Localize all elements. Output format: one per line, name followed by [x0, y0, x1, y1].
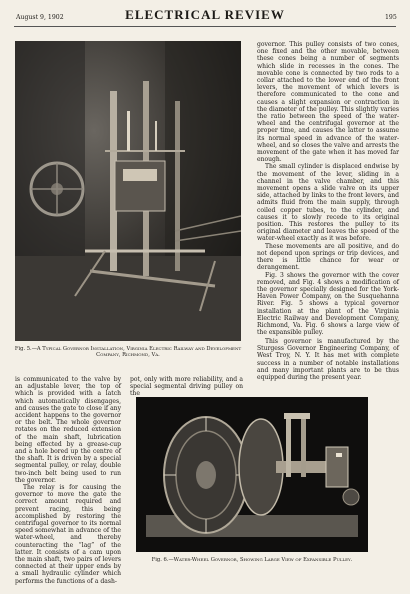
journal-title: ELECTRICAL REVIEW: [125, 7, 285, 22]
article-text-right-column: [257, 41, 399, 336]
paragraph: pot, only with more reliability, and a special segmental driving pulley on the: [130, 376, 243, 398]
paragraph: is communicated to the valve by an adjustable lever, the top of which is provided with a latch which automatically disengages, and causes the gate to close if any accident happens to the governor or the belt. The whole governor rotates on the reduced extension of the main shaft, lubrication being effected by a grease-cup and a hole bored up the centre of the shaft. It is driven by a special segmental pulley, or relay, double two-inch belt being used to run the governor.: [15, 376, 121, 484]
issue-date: August 9, 1902: [16, 14, 64, 21]
governor-installation-illustration: [15, 41, 241, 341]
paragraph: The relay is for causing the governor to move the gate the correct amount required and prevent racing, this being accomplished by restoring the centrifugal governor to its normal speed somewhat in advance of the water-wheel, and thereby counteracting the “lag” of the latter. It consists of a cam upon the main shaft, two pairs of levers connected at their upper ends by a small hydraulic cylinder which performs the functions of a dash-: [15, 484, 121, 585]
paragraph: Fig. 3 shows the governor with the cover removed, and Fig. 4 shows a modification of the governor specially designed for the York-Haven Power Company, on the Susquehanna River. Fig. 5 shows a typical governor installation at the plant of the Virginia Electric Railway and Development Company, Richmond, Va. Fig. 6 shows a large view of the expansible pulley.: [257, 271, 399, 337]
article-text-middle-column: [130, 376, 243, 398]
figure-5-caption: [14, 346, 242, 359]
figure-6-caption-text: —Water-Wheel Governor, Showing Large View of Expansible Pulley.: [168, 557, 353, 563]
governor-installation-photo: [15, 41, 241, 341]
article-text-left-column: [15, 376, 121, 585]
article-text-right-lower: [257, 338, 399, 381]
header-rule: [14, 26, 396, 27]
figure-5-caption-text: —A Typical Governor Installation, Virginia Electric Railway and Development Company, Richmond, Va.: [31, 346, 242, 359]
paragraph: These movements are all positive, and do not depend upon springs or trip devices, and there is little chance for wear or derangement.: [257, 242, 399, 272]
paragraph: The small cylinder is displaced endwise by the movement of the lever, sliding in a channel in the valve chamber, and this movement opens a slide valve on its upper side, attached by links to the front levers, and admits fluid from the main supply, through coiled copper tubes, to the cylinder, and causes it to slowly recede to its original position. This restores the pulley to its original diameter and leaves the speed of the water-wheel exactly as it was before.: [257, 163, 399, 243]
paragraph: governor. This pulley consists of two cones, one fixed and the other movable, between these cones being a number of segments which slide in recesses in the cones. The movable cone is connected by two rods to a collar attached to the lower end of the front levers, the movement of which levers is therefore communicated to the cone and causes a slight expansion or contraction in the diameter of the pulley. This slightly varies the ratio between the speed of the water-wheel and the centrifugal governor at the proper time, and causes the latter to assume its normal speed in advance of the water-wheel, and so closes the valve and arrests the movement of the gate when it has moved far enough.: [257, 41, 399, 164]
figure-5-caption-label: Fig. 5.: [14, 346, 32, 352]
expansible-pulley-photo: [136, 397, 368, 552]
figure-6-caption-label: Fig. 6.: [151, 557, 169, 563]
expansible-pulley-illustration: [136, 397, 368, 552]
page-number: 195: [385, 14, 397, 21]
paragraph: This governor is manufactured by the Sturgess Governor Engineering Company, of West Troy, N. Y. It has met with complete success in a number of notable installations and many important plants are to be thus equipped during the present year.: [257, 338, 399, 382]
figure-6-caption: [134, 557, 370, 563]
